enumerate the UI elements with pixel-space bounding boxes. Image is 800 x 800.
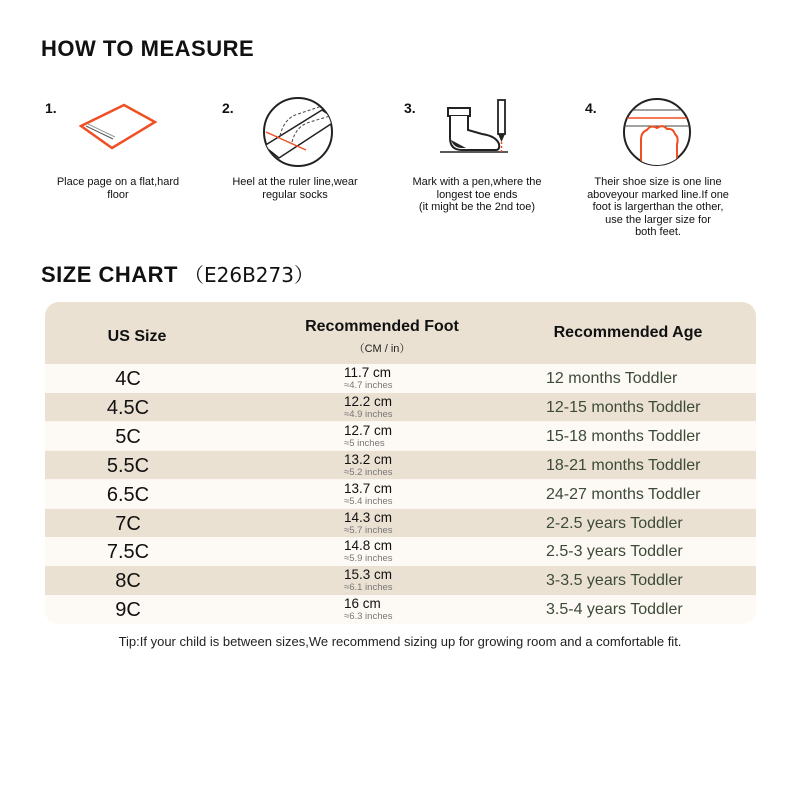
table-row: [45, 566, 756, 595]
recommended-age-value: 12-15 months Toddler: [546, 398, 701, 416]
paper-sheet-icon: [45, 96, 165, 156]
step-number: 3.: [404, 100, 416, 116]
step-caption: Their shoe size is one line aboveyour marked line.If one foot is largerthan the other, use the larger size for both feet.: [587, 176, 729, 238]
table-row: [45, 393, 756, 422]
recommended-age-value: 18-21 months Toddler: [546, 456, 701, 474]
size-chart-heading: SIZE CHART: [41, 262, 178, 287]
model-code: （E26B273）: [184, 263, 314, 287]
step-number: 4.: [585, 100, 597, 116]
foot-inch-value: ≈6.3 inches: [344, 611, 393, 623]
recommended-age-value: 2.5-3 years Toddler: [546, 543, 683, 561]
us-size-value: 9C: [115, 599, 141, 622]
toe-line-icon: [585, 96, 715, 168]
foot-inch-value: ≈5.2 inches: [344, 466, 393, 478]
foot-cm-value: 12.7 cm: [344, 422, 393, 438]
foot-cm-value: 15.3 cm: [344, 567, 393, 583]
header-foot-units: （CM / in）: [353, 343, 411, 355]
foot-cm-value: 11.7 cm: [344, 365, 392, 380]
foot-inch-value: ≈5 inches: [344, 437, 385, 449]
sock-pen-icon: [404, 96, 534, 158]
header-recommended-foot: [267, 318, 497, 356]
foot-inch-value: ≈5.4 inches: [344, 495, 393, 507]
heel-ruler-icon: [222, 96, 352, 168]
step-number: 1.: [45, 100, 57, 116]
table-row: [45, 451, 756, 480]
sizing-tip: Tip:If your child is between sizes,We recommend sizing up for growing room and a comfortable fit.: [118, 634, 682, 649]
step-caption: Place page on a flat,hard floor: [56, 176, 180, 201]
us-size-value: 7.5C: [106, 541, 150, 564]
size-chart-title: [41, 259, 314, 288]
recommended-age-value: 15-18 months Toddler: [546, 427, 701, 445]
header-foot-label: Recommended Foot: [305, 318, 459, 335]
table-row: [45, 364, 756, 393]
table-row: [45, 422, 756, 451]
recommended-age-value: 3-3.5 years Toddler: [546, 572, 683, 590]
foot-cm-value: 13.2 cm: [344, 451, 393, 467]
us-size-value: 5C: [115, 425, 141, 448]
us-size-value: 5.5C: [106, 454, 150, 477]
foot-cm-value: 16 cm: [344, 596, 381, 612]
foot-inch-value: ≈4.9 inches: [344, 408, 393, 420]
step-caption: Mark with a pen,where the longest toe ends (it might be the 2nd toe): [412, 176, 542, 213]
foot-cm-value: 13.7 cm: [344, 480, 393, 496]
recommended-age-value: 2-2.5 years Toddler: [546, 514, 683, 532]
foot-inch-value: ≈5.7 inches: [344, 524, 393, 536]
table-row: [45, 480, 756, 509]
header-recommended-age: Recommended Age: [553, 324, 703, 341]
us-size-value: 4C: [115, 368, 141, 390]
how-to-measure-title: HOW TO MEASURE: [41, 36, 255, 61]
us-size-value: 7C: [115, 512, 141, 535]
table-header: [45, 302, 756, 364]
recommended-age-value: 24-27 months Toddler: [546, 485, 701, 503]
size-table: [45, 302, 756, 624]
table-row: [45, 509, 756, 538]
recommended-age-value: 3.5-4 years Toddler: [546, 601, 683, 619]
foot-inch-value: ≈6.1 inches: [344, 582, 393, 594]
us-size-value: 8C: [115, 570, 141, 593]
us-size-value: 4.5C: [106, 396, 150, 419]
table-row: [45, 595, 756, 624]
table-row: [45, 537, 756, 566]
foot-cm-value: 14.8 cm: [344, 538, 393, 554]
foot-cm-value: 14.3 cm: [344, 509, 393, 525]
header-us-size: US Size: [107, 328, 167, 345]
recommended-age-value: 12 months Toddler: [546, 370, 678, 387]
foot-inch-value: ≈4.7 inches: [344, 380, 393, 391]
foot-inch-value: ≈5.9 inches: [344, 553, 393, 565]
foot-cm-value: 12.2 cm: [344, 393, 393, 409]
us-size-value: 6.5C: [106, 483, 150, 506]
step-caption: Heel at the ruler line,wear regular socks: [232, 176, 358, 201]
step-number: 2.: [222, 100, 234, 116]
